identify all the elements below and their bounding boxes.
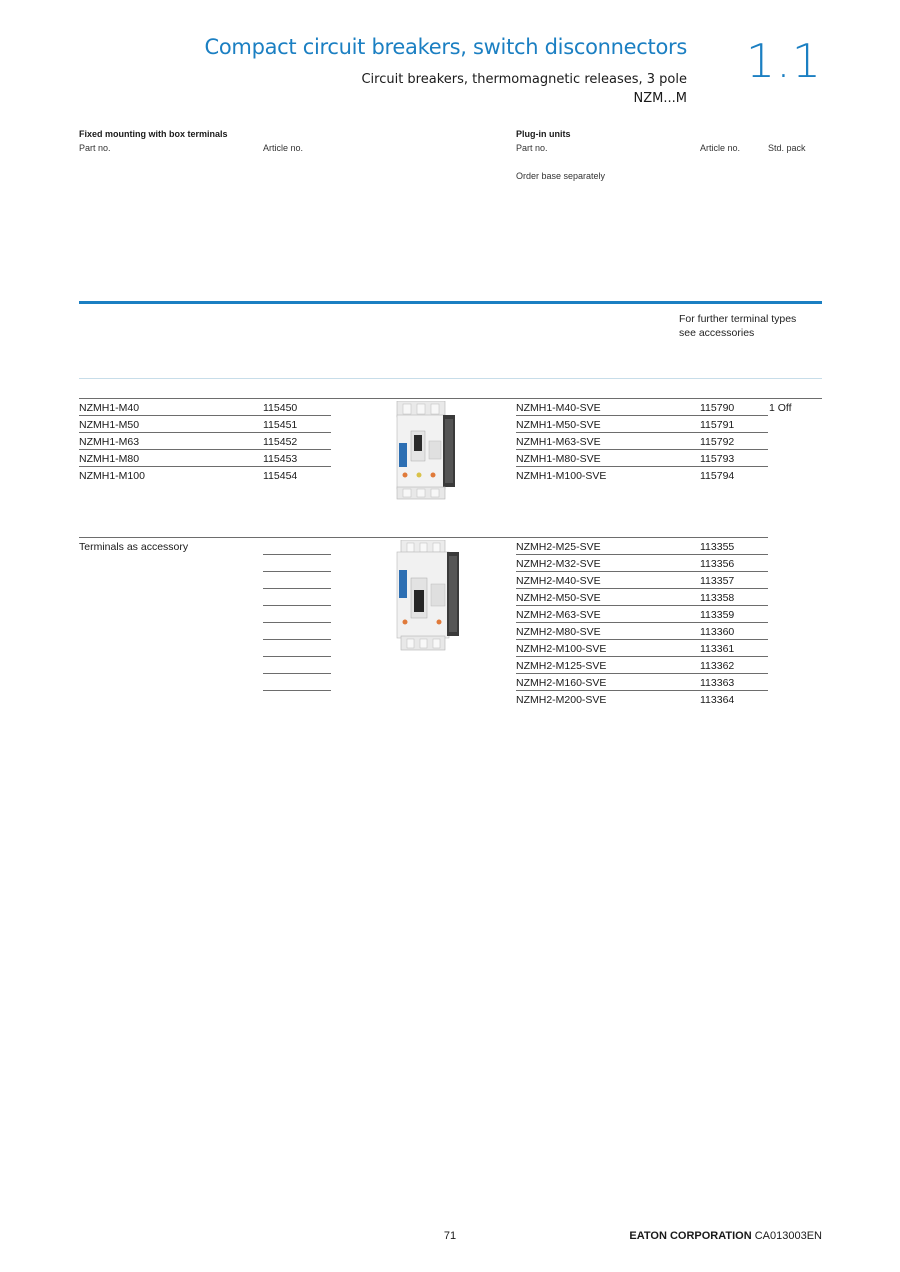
terminal-types-note <box>679 312 796 340</box>
std-pack-header: Std. pack <box>768 143 806 153</box>
row-divider <box>263 554 331 555</box>
row-divider <box>516 690 768 691</box>
section-divider <box>79 301 822 304</box>
part-number: NZMH2-M160-SVE <box>516 677 607 689</box>
article-number: 115791 <box>700 419 735 431</box>
row-divider <box>516 622 768 623</box>
part-number: NZMH2-M40-SVE <box>516 575 601 587</box>
document-code: CA013003EN <box>754 1230 822 1242</box>
part-number: NZMH1-M40-SVE <box>516 402 601 414</box>
row-divider <box>516 605 768 606</box>
fixed-article-header: Article no. <box>263 143 304 153</box>
row-divider <box>79 466 331 467</box>
row-divider <box>263 656 331 657</box>
article-number: 113358 <box>700 592 735 604</box>
nzm1-breaker-image <box>393 401 457 501</box>
part-number: NZMH1-M100 <box>79 470 145 482</box>
row-divider <box>516 571 768 572</box>
row-divider <box>516 554 768 555</box>
row-divider <box>516 588 768 589</box>
part-number: NZMH1-M63-SVE <box>516 436 601 448</box>
plugin-units-heading: Plug-in units <box>516 129 571 139</box>
row-divider <box>263 673 331 674</box>
page-title: Compact circuit breakers, switch disconnectors <box>204 35 687 59</box>
row-divider <box>516 415 768 416</box>
article-number: 115453 <box>263 453 298 465</box>
part-number: NZMH2-M100-SVE <box>516 643 607 655</box>
row-divider <box>263 605 331 606</box>
table-row <box>516 468 822 485</box>
row-divider <box>263 588 331 589</box>
part-number: NZMH1-M50 <box>79 419 140 431</box>
nzm2-breaker-image <box>393 540 461 652</box>
row-divider <box>79 432 331 433</box>
terminals-accessory-label: Terminals as accessory <box>79 541 189 553</box>
part-number: NZMH2-M25-SVE <box>516 541 601 553</box>
section-number: 1.1 <box>745 34 822 88</box>
row-divider <box>263 622 331 623</box>
row-divider <box>516 639 768 640</box>
article-number: 113364 <box>700 694 735 706</box>
table-row <box>79 468 331 485</box>
part-number: NZMH1-M50-SVE <box>516 419 601 431</box>
row-divider <box>516 449 768 450</box>
plugin-article-header: Article no. <box>700 143 741 153</box>
article-number: 113357 <box>700 575 735 587</box>
terminal-note-line1: For further terminal types <box>679 313 797 325</box>
article-number: 115451 <box>263 419 298 431</box>
article-number: 115454 <box>263 470 298 482</box>
part-number: NZMH2-M125-SVE <box>516 660 607 672</box>
part-number: NZMH1-M80-SVE <box>516 453 601 465</box>
row-divider <box>516 432 768 433</box>
table-row <box>516 692 768 709</box>
part-number: NZMH1-M40 <box>79 402 140 414</box>
part-number: NZMH2-M50-SVE <box>516 592 601 604</box>
part-number: NZMH2-M32-SVE <box>516 558 601 570</box>
part-number: NZMH2-M200-SVE <box>516 694 607 706</box>
page-number: 71 <box>443 1230 457 1242</box>
article-number: 113355 <box>700 541 735 553</box>
terminal-note-line2: see accessories <box>679 327 755 339</box>
part-number: NZMH1-M63 <box>79 436 140 448</box>
row-divider <box>516 656 768 657</box>
row-divider <box>516 466 768 467</box>
article-number: 113356 <box>700 558 735 570</box>
row-divider <box>263 639 331 640</box>
row-divider <box>79 415 331 416</box>
article-number: 113362 <box>700 660 735 672</box>
row-divider <box>263 571 331 572</box>
row-divider <box>79 449 331 450</box>
series-name: NZM...M <box>633 91 687 106</box>
article-number: 113363 <box>700 677 735 689</box>
fixed-mounting-heading: Fixed mounting with box terminals <box>79 129 228 139</box>
footer-brand <box>629 1230 822 1242</box>
block2-top-rule <box>79 537 768 538</box>
article-number: 113361 <box>700 643 735 655</box>
fixed-part-header: Part no. <box>79 143 111 153</box>
part-number: NZMH2-M80-SVE <box>516 626 601 638</box>
plugin-part-header: Part no. <box>516 143 548 153</box>
article-number: 115794 <box>700 470 735 482</box>
article-number: 115792 <box>700 436 735 448</box>
company-name: EATON CORPORATION <box>629 1230 752 1242</box>
row-divider <box>263 690 331 691</box>
part-number: NZMH2-M63-SVE <box>516 609 601 621</box>
table-top-rule <box>79 378 822 379</box>
article-number: 115452 <box>263 436 298 448</box>
part-number: NZMH1-M100-SVE <box>516 470 607 482</box>
row-divider <box>516 673 768 674</box>
article-number: 115793 <box>700 453 735 465</box>
order-base-note: Order base separately <box>516 171 606 181</box>
article-number: 113360 <box>700 626 735 638</box>
article-number: 115450 <box>263 402 298 414</box>
block1-top-rule <box>79 398 822 399</box>
part-number: NZMH1-M80 <box>79 453 140 465</box>
article-number: 113359 <box>700 609 735 621</box>
article-number: 115790 <box>700 402 735 414</box>
page-subtitle: Circuit breakers, thermomagnetic releases, 3 pole <box>361 72 687 87</box>
std-pack-value: 1 Off <box>769 402 792 414</box>
